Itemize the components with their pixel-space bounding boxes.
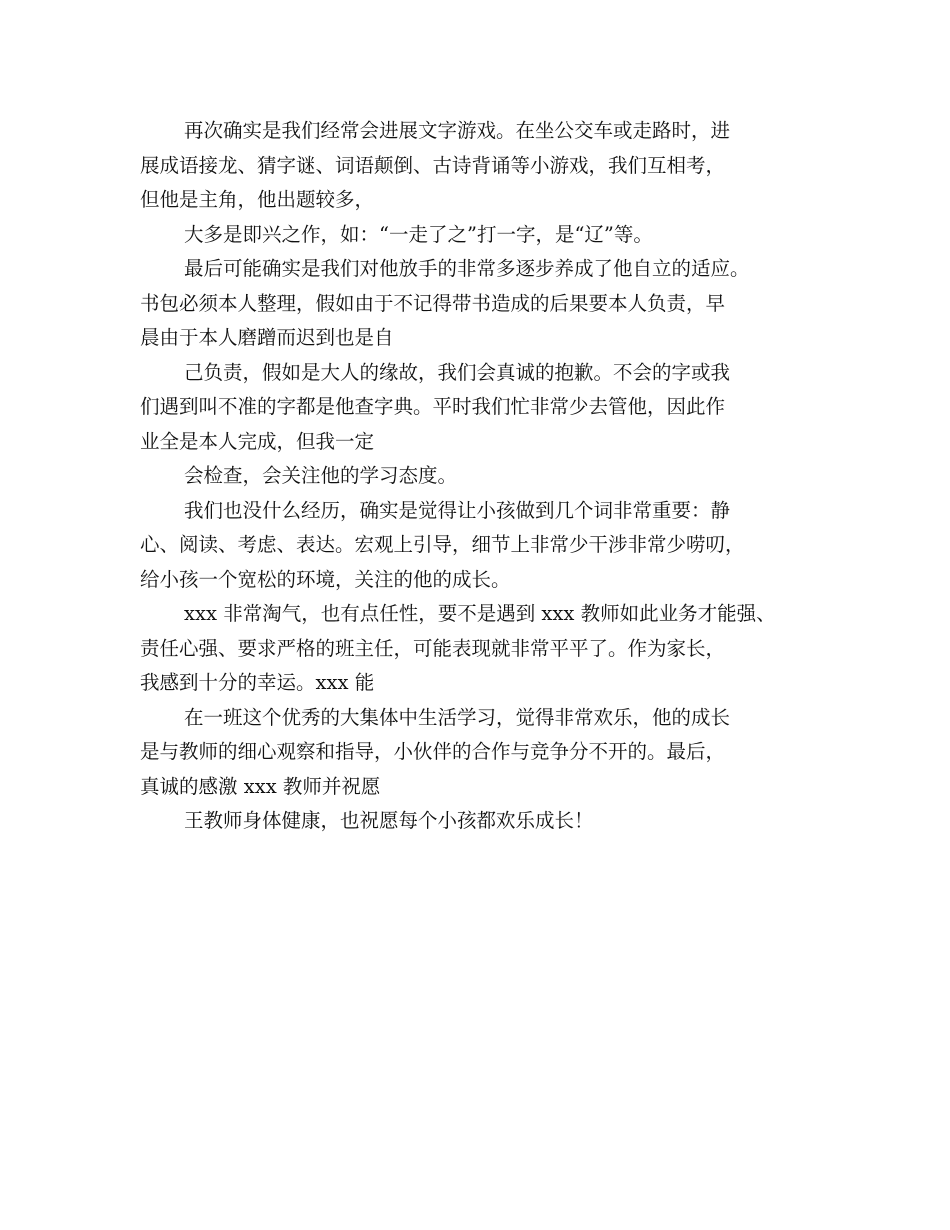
paragraph-line: 我感到十分的幸运。xxx 能 — [140, 671, 375, 694]
paragraph-line: 晨由于本人磨蹭而迟到也是自 — [140, 326, 394, 349]
paragraph-7 — [140, 597, 820, 701]
paragraph-line: 大多是即兴之作，如：“一走了之”打一字，是“辽”等。 — [184, 222, 653, 246]
paragraph-9 — [140, 804, 820, 839]
paragraph-line: 会检查，会关注他的学习态度。 — [184, 464, 458, 487]
paragraph-6 — [140, 494, 820, 598]
paragraph-line: 业全是本人完成，但我一定 — [140, 429, 375, 453]
paragraph-line: 王教师身体健康，也祝愿每个小孩都欢乐成长！ — [184, 809, 594, 832]
paragraph-line: 心、阅读、考虑、表达。宏观上引导，细节上非常少干涉非常少唠叨， — [140, 533, 745, 556]
paragraph-line: 最后可能确实是我们对他放手的非常多逐步养成了他自立的适应。 — [184, 257, 750, 280]
paragraph-4 — [140, 356, 820, 460]
paragraph-line: 责任心强、要求严格的班主任，可能表现就非常平平了。作为家长， — [140, 636, 726, 660]
paragraph-line: 己负责，假如是大人的缘故，我们会真诚的抱歉。不会的字或我 — [184, 360, 731, 384]
paragraph-8 — [140, 701, 820, 805]
paragraph-line: 们遇到叫不准的字都是他查字典。平时我们忙非常少去管他，因此作 — [140, 395, 726, 418]
paragraph-line: 真诚的感激 xxx 教师并祝愿 — [140, 774, 381, 798]
paragraph-line: 给小孩一个宽松的环境，关注的他的成长。 — [140, 567, 511, 591]
paragraph-1 — [140, 114, 820, 218]
paragraph-line: 书包必须本人整理，假如由于不记得带书造成的后果要本人负责，早 — [140, 291, 726, 315]
paragraph-line: 再次确实是我们经常会进展文字游戏。在坐公交车或走路时，进 — [184, 119, 731, 142]
paragraph-5 — [140, 459, 820, 494]
paragraph-line: 是与教师的细心观察和指导，小伙伴的合作与竞争分不开的。最后， — [140, 740, 726, 763]
paragraph-line: xxx 非常淘气，也有点任性，要不是遇到 xxx 教师如此业务才能强、 — [184, 602, 776, 625]
paragraph-3 — [140, 252, 820, 356]
paragraph-line: 展成语接龙、猜字谜、词语颠倒、古诗背诵等小游戏，我们互相考， — [140, 153, 726, 177]
document-body — [140, 114, 820, 839]
paragraph-line: 我们也没什么经历，确实是觉得让小孩做到几个词非常重要：静 — [184, 498, 731, 522]
paragraph-2 — [140, 218, 820, 253]
paragraph-line: 在一班这个优秀的大集体中生活学习，觉得非常欢乐，他的成长 — [184, 705, 731, 729]
paragraph-line: 但他是主角，他出题较多， — [140, 188, 375, 211]
